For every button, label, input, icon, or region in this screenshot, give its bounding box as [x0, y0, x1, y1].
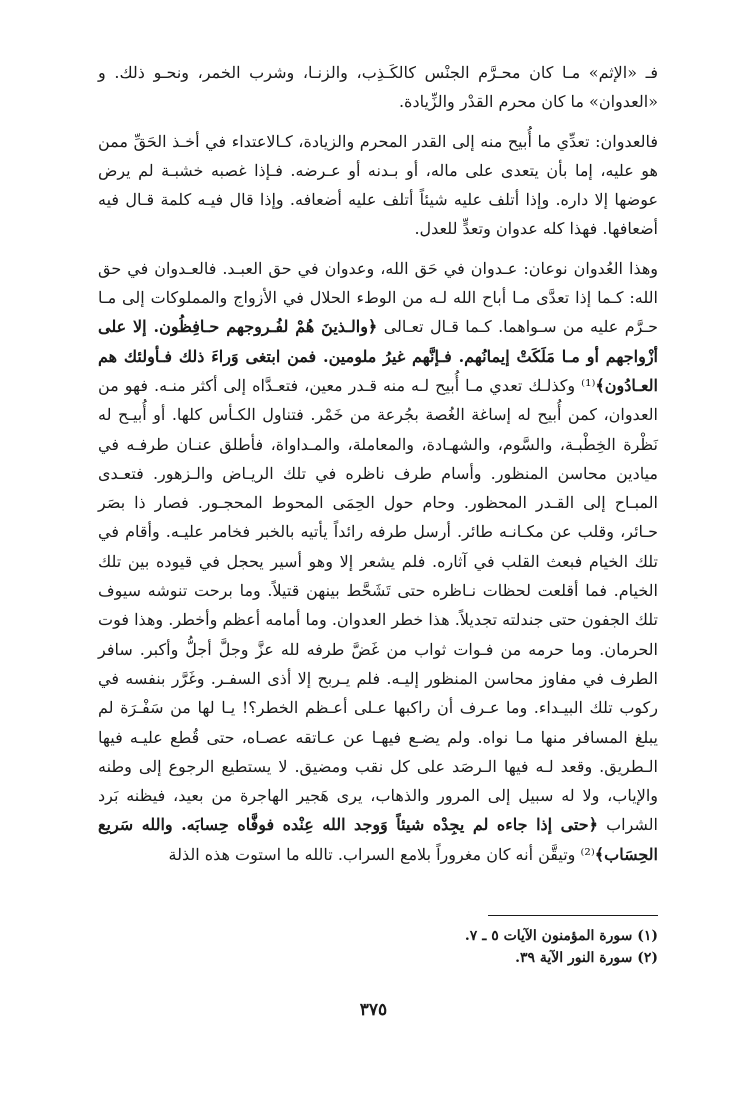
footnote-divider: [488, 915, 658, 916]
text-segment: وهذا العُدوان نوعان: عـدوان في حَق الله، وعدوان في حق العبـد. فالعـدوان في حق الله: كـما إذا تعدَّى مـا أباح الله لـه من الوطء الحلال في الأزواج والمملوكات إلى مـا حـرَّم عليه من سـواهما. كـما قـال تعـالى: [98, 258, 659, 337]
quran-verse: ﴿حتى إذا جاءه لم يجِدْه شيئاً وَوجد الله عِنْده فوفَّاه حِسابَه. والله سَريع الحِسَاب﴾: [98, 815, 658, 864]
footnotes: [380, 925, 658, 969]
quran-verse: ﴿والـذينَ هُمْ لفُـروجهم حـافِظُون. إلا على أزْواجهم أو مـا مَلَكَتْ إيمانُهم. فـإنَّهم غيرُ ملومين. فمن ابتغى وَراءَ ذلك فـأولئك هم العـادُون﴾: [98, 317, 658, 395]
paragraph-1: [98, 58, 658, 117]
footnote-2: (٢) سورة النور الآية ٣٩.: [515, 950, 658, 966]
text-segment: و «العدوان» ما كان محرم القدْر والزِّيادة.: [98, 63, 658, 112]
paragraph-2: [98, 127, 658, 244]
paragraph-3: [98, 254, 658, 869]
footnote-1: (١) سورة المؤمنون الآيات ٥ ـ ٧.: [464, 928, 658, 944]
page-number: ٣٧٥: [359, 1000, 388, 1020]
body-text: [98, 58, 658, 879]
text-segment: ⁽¹⁾ وكذلـك تعدي مـا أُبيح لـه منه قـدر معين، فتعـدَّاه إلى أكثر منـه. فهو من العدوان، كمن أُبيح له إساغة الغُصة بجُرعة من خَمْر. فتناول الكـأس كلها. أو أُبيـح له نَظْرة الخِطْبـة، والسَّوم، والشهـادة، والمعاملة، والمـداواة، فأطلق عنـان طرفـه في ميادين محاسن المنظور. وأسام طرف ناظره في تلك الريـاض والـزهور. فتعـدى المبـاح إلى القـدر المحظور. وحام حول الحِمَى المحوط المحجـور. فصار ذا بصَر حـائر، وقلب عن مكـانـه طائر. أرسل طرفه رائداً يأتيه بالخبر فخامر عليـه. وأقام في تلك الخيام فبعث القلب في آثاره. فلم يشعر إلا وهو أسير يحجل في قيوده بين تلك الخيام. فما أقلعت لحظات نـاظره حتى تَشَحَّط بينهن قتيلاً. وما برحت تنوشه سيوف تلك الجفون حتى جندلته تجديلاً. هذا خطر العدوان. وما أمامه أعظم وأخطر. وهذا فوت الحرمان. وما حرمه من فـوات ثواب من غَضَّ طرفه لله عزَّ وجلَّ أجلُّ وأكبر. سافر الطرف في مفاوز محاسن المنظور إليـه. فلم يـربح إلا أذى السفـر. وغَرَّر بنفسه في ركوب تلك البيـداء. وما عـرف أن راكبها عـلى أعـظم الخطر؟! يـا لها من سَفْـرَة لم يبلغ المسافر منها مـا نواه. ولم يضـع فيهـا عن عـاتقه عصـاه، حتى قُطع عليـه فيها الـطريق. وقعد لـه فيها الـرصَد على كل نقب ومضيق. لا يستطيع الرجوع إلى وطنه والإياب، ولا له سبيل إلى المرور والذهاب، يرى هَجير الهاجرة من بعيد، فيظنه بَرد الشراب: [98, 375, 659, 835]
text-segment: فـ «الإثم» مـا كان محـرَّم الجنْس كالكَـذِب، والزنـا، وشرب الخمر، ونحـو ذلك.: [114, 63, 658, 82]
text-segment: فالعدوان: تعدِّي ما أُبيح منه إلى القدر المحرم والزيادة، كـالاعتداء في أخـذ الحَقِّ ممن هو عليه، إما بأن يتعدى على ماله، أو بـدنه أو عـرضه. فـإذا غصبه خشبـة لم يرض عوضها إلا داره. وإذا أتلف عليه شيئاً أتلف عليه أضعافه. وإذا قال فيـه كلمة قـال فيه أضعافها. فهذا كله عدوان وتعدٍّ للعدل.: [98, 131, 658, 239]
text-segment: ⁽²⁾ وتيقَّن أنه كان مغروراً بلامع السراب. تالله ما استوت هذه الذلة: [168, 844, 595, 864]
